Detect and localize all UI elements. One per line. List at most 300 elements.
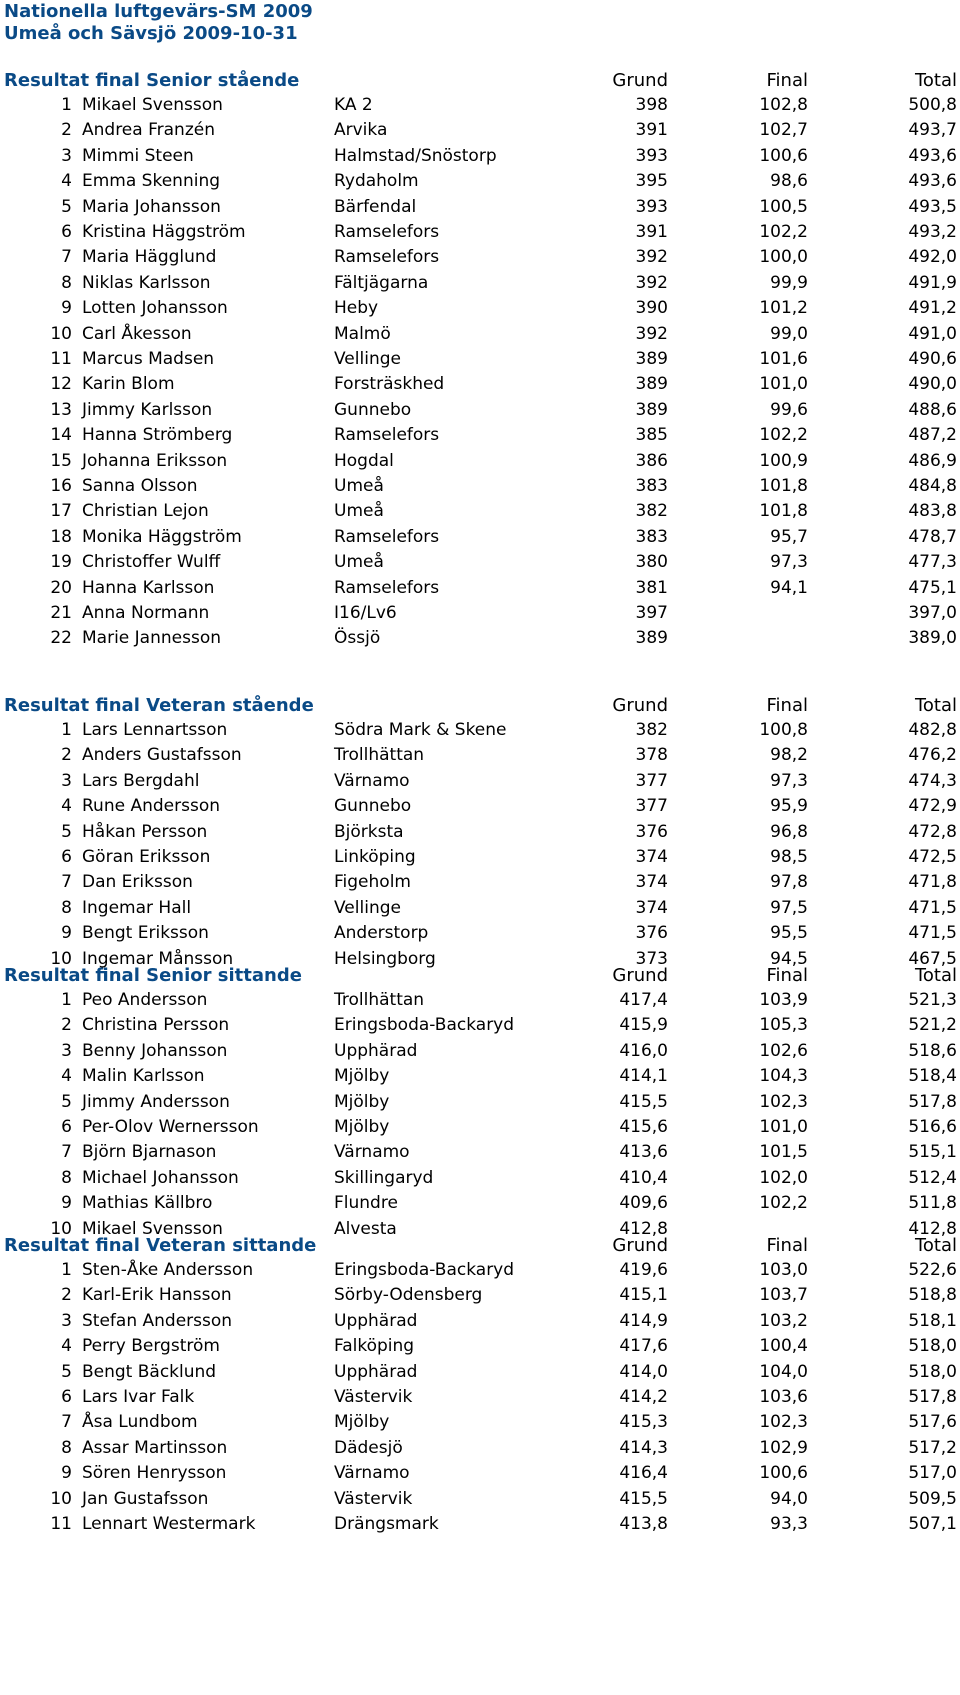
name-cell: Karl-Erik Hansson <box>82 1285 232 1306</box>
club-cell: Eringsboda-Backaryd <box>334 1260 515 1280</box>
grund-cell: 377 <box>635 796 668 817</box>
rank-cell: 1 <box>61 95 72 115</box>
final-cell: 102,6 <box>759 1040 808 1061</box>
total-cell: 521,2 <box>908 1015 957 1036</box>
club-cell: Sörby-Odensberg <box>334 1285 483 1306</box>
club-cell: Upphärad <box>334 1361 418 1382</box>
final-cell: 100,8 <box>759 720 808 740</box>
total-cell: 493,6 <box>908 145 957 166</box>
grund-cell: 415,5 <box>619 1091 668 1112</box>
column-header-grund: Grund <box>612 695 668 716</box>
name-cell: Anders Gustafsson <box>82 745 242 766</box>
result-row <box>0 371 960 397</box>
column-header-final: Final <box>766 965 808 986</box>
club-cell: Upphärad <box>334 1040 418 1061</box>
result-row <box>0 1511 960 1537</box>
result-row <box>0 448 960 474</box>
result-row <box>0 1435 960 1461</box>
page-subtitle: Umeå och Sävsjö 2009-10-31 <box>4 23 298 44</box>
grund-cell: 374 <box>635 872 668 893</box>
club-cell: Umeå <box>334 476 384 496</box>
total-cell: 518,1 <box>908 1310 957 1331</box>
result-row <box>0 219 960 245</box>
name-cell: Göran Eriksson <box>82 847 211 867</box>
total-cell: 471,5 <box>908 923 957 944</box>
name-cell: Christoffer Wulff <box>82 552 221 573</box>
page-title: Nationella luftgevärs-SM 2009 <box>4 1 313 22</box>
total-cell: 467,5 <box>908 948 957 969</box>
final-cell: 102,3 <box>759 1091 808 1112</box>
club-cell: Anderstorp <box>334 923 429 944</box>
rank-cell: 17 <box>50 501 72 522</box>
rank-cell: 6 <box>61 847 72 867</box>
grund-cell: 410,4 <box>619 1167 668 1188</box>
final-cell: 105,3 <box>759 1015 808 1036</box>
grund-cell: 414,1 <box>619 1066 668 1087</box>
column-header-grund: Grund <box>612 70 668 91</box>
club-cell: Linköping <box>334 847 416 867</box>
section-title: Resultat final Veteran sittande <box>4 1235 317 1256</box>
name-cell: Åsa Lundbom <box>82 1412 198 1433</box>
result-row <box>0 1486 960 1512</box>
club-cell: Umeå <box>334 552 384 573</box>
club-cell: Mjölby <box>334 1066 390 1087</box>
grund-cell: 415,6 <box>619 1117 668 1137</box>
name-cell: Michael Johansson <box>82 1167 239 1188</box>
name-cell: Marie Jannesson <box>82 628 221 649</box>
grund-cell: 391 <box>635 222 668 242</box>
final-cell: 103,7 <box>759 1285 808 1306</box>
club-cell: Hogdal <box>334 450 394 471</box>
final-cell: 95,5 <box>770 923 808 944</box>
club-cell: Södra Mark & Skene <box>334 720 507 740</box>
column-header-final: Final <box>766 1235 808 1256</box>
total-cell: 492,0 <box>908 247 957 268</box>
name-cell: Benny Johansson <box>82 1040 228 1061</box>
rank-cell: 2 <box>61 1015 72 1036</box>
total-cell: 472,8 <box>908 821 957 842</box>
grund-cell: 392 <box>635 323 668 344</box>
name-cell: Ingemar Månsson <box>82 948 234 969</box>
grund-cell: 395 <box>635 171 668 192</box>
final-cell: 104,0 <box>759 1361 808 1382</box>
grund-cell: 382 <box>635 501 668 522</box>
name-cell: Ingemar Hall <box>82 897 192 918</box>
grund-cell: 409,6 <box>619 1193 668 1214</box>
name-cell: Carl Åkesson <box>82 323 192 344</box>
total-cell: 471,8 <box>908 872 957 893</box>
final-cell: 100,0 <box>759 247 808 268</box>
rank-cell: 10 <box>50 1218 72 1239</box>
club-cell: Mjölby <box>334 1412 390 1433</box>
total-cell: 517,0 <box>908 1463 957 1484</box>
name-cell: Johanna Eriksson <box>82 450 228 471</box>
club-cell: Gunnebo <box>334 796 412 817</box>
result-row <box>0 422 960 448</box>
club-cell: Ramselefors <box>334 222 440 242</box>
grund-cell: 380 <box>635 552 668 573</box>
name-cell: Sören Henrysson <box>82 1463 227 1484</box>
final-cell: 101,0 <box>759 374 808 395</box>
column-header-total: Total <box>914 965 957 986</box>
final-cell: 97,3 <box>770 552 808 573</box>
final-cell: 94,1 <box>770 577 808 598</box>
total-cell: 491,0 <box>908 323 957 344</box>
name-cell: Christina Persson <box>82 1015 230 1036</box>
result-row <box>0 473 960 499</box>
club-cell: Upphärad <box>334 1310 418 1331</box>
result-row <box>0 844 960 870</box>
name-cell: Stefan Andersson <box>82 1310 233 1331</box>
name-cell: Lars Bergdahl <box>82 770 200 791</box>
result-row <box>0 1384 960 1410</box>
result-row <box>0 397 960 423</box>
total-cell: 518,0 <box>908 1361 957 1382</box>
rank-cell: 2 <box>61 745 72 766</box>
name-cell: Hanna Strömberg <box>82 425 233 446</box>
result-row <box>0 920 960 946</box>
grund-cell: 376 <box>635 923 668 944</box>
club-cell: Västervik <box>334 1488 413 1509</box>
final-cell: 100,6 <box>759 1463 808 1484</box>
total-cell: 522,6 <box>908 1260 957 1280</box>
rank-cell: 2 <box>61 120 72 141</box>
name-cell: Karin Blom <box>82 374 175 395</box>
rank-cell: 5 <box>61 1091 72 1112</box>
club-cell: Björksta <box>334 821 404 842</box>
name-cell: Bengt Eriksson <box>82 923 209 944</box>
name-cell: Maria Hägglund <box>82 247 217 268</box>
result-row <box>0 1190 960 1216</box>
result-row <box>0 742 960 768</box>
club-cell: Alvesta <box>334 1218 397 1239</box>
rank-cell: 10 <box>50 1488 72 1509</box>
final-cell: 99,6 <box>770 399 808 420</box>
result-row <box>0 194 960 220</box>
total-cell: 517,8 <box>908 1091 957 1112</box>
rank-cell: 19 <box>50 552 72 573</box>
grund-cell: 374 <box>635 847 668 867</box>
grund-cell: 417,6 <box>619 1336 668 1357</box>
total-cell: 491,2 <box>908 298 957 319</box>
section-header <box>0 963 960 989</box>
grund-cell: 377 <box>635 770 668 791</box>
final-cell: 101,2 <box>759 298 808 319</box>
name-cell: Jan Gustafsson <box>82 1488 209 1509</box>
rank-cell: 8 <box>61 272 72 293</box>
club-cell: I16/Lv6 <box>334 603 397 623</box>
column-header-grund: Grund <box>612 1235 668 1256</box>
final-cell: 95,7 <box>770 526 808 547</box>
grund-cell: 373 <box>635 948 668 969</box>
result-row <box>0 321 960 347</box>
result-row <box>0 270 960 296</box>
total-cell: 472,5 <box>908 847 957 867</box>
final-cell: 101,0 <box>759 1117 808 1137</box>
name-cell: Christian Lejon <box>82 501 209 522</box>
name-cell: Maria Johansson <box>82 196 221 217</box>
section-title: Resultat final Senior stående <box>4 70 300 91</box>
rank-cell: 13 <box>50 399 72 420</box>
club-cell: Helsingborg <box>334 948 436 969</box>
result-row <box>0 143 960 169</box>
total-cell: 493,6 <box>908 171 957 192</box>
rank-cell: 4 <box>61 171 72 192</box>
result-row <box>0 92 960 118</box>
club-cell: Halmstad/Snöstorp <box>334 145 497 166</box>
final-cell: 95,9 <box>770 796 808 817</box>
final-cell: 100,6 <box>759 145 808 166</box>
name-cell: Kristina Häggström <box>82 222 246 242</box>
rank-cell: 15 <box>50 450 72 471</box>
rank-cell: 9 <box>61 1463 72 1484</box>
total-cell: 471,5 <box>908 897 957 918</box>
grund-cell: 415,9 <box>619 1015 668 1036</box>
rank-cell: 8 <box>61 897 72 918</box>
final-cell: 99,0 <box>770 323 808 344</box>
total-cell: 476,2 <box>908 745 957 766</box>
rank-cell: 14 <box>50 425 72 446</box>
club-cell: Värnamo <box>334 1463 410 1484</box>
club-cell: Ramselefors <box>334 526 440 547</box>
total-cell: 475,1 <box>908 577 957 598</box>
final-cell: 101,8 <box>759 501 808 522</box>
grund-cell: 415,5 <box>619 1488 668 1509</box>
club-cell: Rydaholm <box>334 171 419 192</box>
club-cell: Västervik <box>334 1387 413 1407</box>
final-cell: 99,9 <box>770 272 808 293</box>
name-cell: Marcus Madsen <box>82 349 215 369</box>
grund-cell: 386 <box>635 450 668 471</box>
club-cell: Vellinge <box>334 349 401 369</box>
club-cell: Trollhättan <box>334 745 425 766</box>
result-row <box>0 575 960 601</box>
club-cell: Mjölby <box>334 1117 390 1137</box>
grund-cell: 376 <box>635 821 668 842</box>
club-cell: Eringsboda-Backaryd <box>334 1015 515 1036</box>
rank-cell: 9 <box>61 923 72 944</box>
total-cell: 490,6 <box>908 349 957 369</box>
result-row <box>0 1409 960 1435</box>
name-cell: Anna Normann <box>82 603 210 623</box>
result-row <box>0 819 960 845</box>
rank-cell: 22 <box>50 628 72 649</box>
club-cell: Ramselefors <box>334 577 440 598</box>
final-cell: 104,3 <box>759 1066 808 1087</box>
final-cell: 97,5 <box>770 897 808 918</box>
result-row <box>0 1063 960 1089</box>
result-row <box>0 1038 960 1064</box>
rank-cell: 12 <box>50 374 72 395</box>
rank-cell: 11 <box>50 1514 72 1534</box>
club-cell: Heby <box>334 298 379 319</box>
name-cell: Lennart Westermark <box>82 1514 256 1534</box>
rank-cell: 10 <box>50 323 72 344</box>
rank-cell: 9 <box>61 1193 72 1214</box>
final-cell: 102,0 <box>759 1167 808 1188</box>
final-cell: 102,2 <box>759 222 808 242</box>
result-row <box>0 717 960 743</box>
final-cell: 103,0 <box>759 1260 808 1280</box>
name-cell: Rune Andersson <box>82 796 220 817</box>
rank-cell: 6 <box>61 1387 72 1407</box>
total-cell: 516,6 <box>908 1117 957 1137</box>
total-cell: 518,4 <box>908 1066 957 1087</box>
grund-cell: 389 <box>635 628 668 649</box>
total-cell: 487,2 <box>908 425 957 446</box>
rank-cell: 10 <box>50 948 72 969</box>
grund-cell: 398 <box>635 95 668 115</box>
total-cell: 521,3 <box>908 990 957 1010</box>
rank-cell: 8 <box>61 1167 72 1188</box>
result-row <box>0 117 960 143</box>
result-row <box>0 524 960 550</box>
total-cell: 493,7 <box>908 120 957 141</box>
final-cell: 102,8 <box>759 95 808 115</box>
total-cell: 482,8 <box>908 720 957 740</box>
total-cell: 488,6 <box>908 399 957 420</box>
total-cell: 491,9 <box>908 272 957 293</box>
grund-cell: 393 <box>635 196 668 217</box>
rank-cell: 4 <box>61 1066 72 1087</box>
grund-cell: 390 <box>635 298 668 319</box>
result-row <box>0 600 960 626</box>
club-cell: Trollhättan <box>334 990 425 1010</box>
final-cell: 98,5 <box>770 847 808 867</box>
result-row <box>0 793 960 819</box>
club-cell: Drängsmark <box>334 1514 439 1534</box>
result-row <box>0 498 960 524</box>
total-cell: 511,8 <box>908 1193 957 1214</box>
name-cell: Assar Martinsson <box>82 1437 228 1458</box>
name-cell: Sanna Olsson <box>82 476 198 496</box>
name-cell: Bengt Bäcklund <box>82 1361 217 1382</box>
section-header <box>0 693 960 719</box>
result-row <box>0 1282 960 1308</box>
club-cell: Skillingaryd <box>334 1167 434 1188</box>
final-cell: 98,6 <box>770 171 808 192</box>
total-cell: 477,3 <box>908 552 957 573</box>
result-row <box>0 346 960 372</box>
club-cell: Värnamo <box>334 1142 410 1163</box>
club-cell: KA 2 <box>334 95 373 115</box>
result-row <box>0 295 960 321</box>
name-cell: Lars Ivar Falk <box>82 1387 195 1407</box>
total-cell: 397,0 <box>908 603 957 623</box>
grund-cell: 389 <box>635 399 668 420</box>
result-row <box>0 1089 960 1115</box>
name-cell: Håkan Persson <box>82 821 208 842</box>
name-cell: Perry Bergström <box>82 1336 220 1357</box>
grund-cell: 412,8 <box>619 1218 668 1239</box>
grund-cell: 413,6 <box>619 1142 668 1163</box>
final-cell: 98,2 <box>770 745 808 766</box>
name-cell: Mikael Svensson <box>82 1218 223 1239</box>
result-row <box>0 244 960 270</box>
result-row <box>0 1460 960 1486</box>
result-row <box>0 168 960 194</box>
total-cell: 412,8 <box>908 1218 957 1239</box>
grund-cell: 414,0 <box>619 1361 668 1382</box>
grund-cell: 383 <box>635 526 668 547</box>
grund-cell: 417,4 <box>619 990 668 1010</box>
result-row <box>0 1114 960 1140</box>
rank-cell: 5 <box>61 196 72 217</box>
rank-cell: 2 <box>61 1285 72 1306</box>
club-cell: Umeå <box>334 501 384 522</box>
name-cell: Lotten Johansson <box>82 298 228 319</box>
grund-cell: 415,3 <box>619 1412 668 1433</box>
total-cell: 478,7 <box>908 526 957 547</box>
result-row <box>0 1333 960 1359</box>
total-cell: 509,5 <box>908 1488 957 1509</box>
grund-cell: 385 <box>635 425 668 446</box>
final-cell: 101,6 <box>759 349 808 369</box>
total-cell: 474,3 <box>908 770 957 791</box>
final-cell: 102,3 <box>759 1412 808 1433</box>
final-cell: 103,6 <box>759 1387 808 1407</box>
rank-cell: 3 <box>61 1310 72 1331</box>
name-cell: Per-Olov Wernersson <box>82 1117 259 1137</box>
club-cell: Figeholm <box>334 872 411 893</box>
rank-cell: 5 <box>61 821 72 842</box>
rank-cell: 6 <box>61 222 72 242</box>
total-cell: 493,5 <box>908 196 957 217</box>
grund-cell: 419,6 <box>619 1260 668 1280</box>
name-cell: Mathias Källbro <box>82 1193 213 1214</box>
name-cell: Niklas Karlsson <box>82 272 211 293</box>
column-header-total: Total <box>914 70 957 91</box>
section-title: Resultat final Senior sittande <box>4 965 302 986</box>
rank-cell: 3 <box>61 145 72 166</box>
final-cell: 96,8 <box>770 821 808 842</box>
total-cell: 483,8 <box>908 501 957 522</box>
final-cell: 94,0 <box>770 1488 808 1509</box>
club-cell: Ramselefors <box>334 425 440 446</box>
name-cell: Emma Skenning <box>82 171 221 192</box>
section-header <box>0 68 960 94</box>
grund-cell: 382 <box>635 720 668 740</box>
total-cell: 517,2 <box>908 1437 957 1458</box>
rank-cell: 18 <box>50 526 72 547</box>
result-row <box>0 1165 960 1191</box>
grund-cell: 374 <box>635 897 668 918</box>
final-cell: 101,5 <box>759 1142 808 1163</box>
club-cell: Ramselefors <box>334 247 440 268</box>
grund-cell: 416,4 <box>619 1463 668 1484</box>
grund-cell: 415,1 <box>619 1285 668 1306</box>
result-row <box>0 1012 960 1038</box>
rank-cell: 7 <box>61 872 72 893</box>
name-cell: Jimmy Karlsson <box>82 399 213 420</box>
rank-cell: 4 <box>61 1336 72 1357</box>
total-cell: 507,1 <box>908 1514 957 1534</box>
final-cell: 102,7 <box>759 120 808 141</box>
total-cell: 472,9 <box>908 796 957 817</box>
result-row <box>0 869 960 895</box>
result-row <box>0 987 960 1013</box>
club-cell: Bärfendal <box>334 196 417 217</box>
grund-cell: 378 <box>635 745 668 766</box>
rank-cell: 20 <box>50 577 72 598</box>
rank-cell: 4 <box>61 796 72 817</box>
total-cell: 484,8 <box>908 476 957 496</box>
column-header-final: Final <box>766 695 808 716</box>
name-cell: Mimmi Steen <box>82 145 194 166</box>
club-cell: Flundre <box>334 1193 398 1214</box>
column-header-total: Total <box>914 695 957 716</box>
grund-cell: 389 <box>635 374 668 395</box>
